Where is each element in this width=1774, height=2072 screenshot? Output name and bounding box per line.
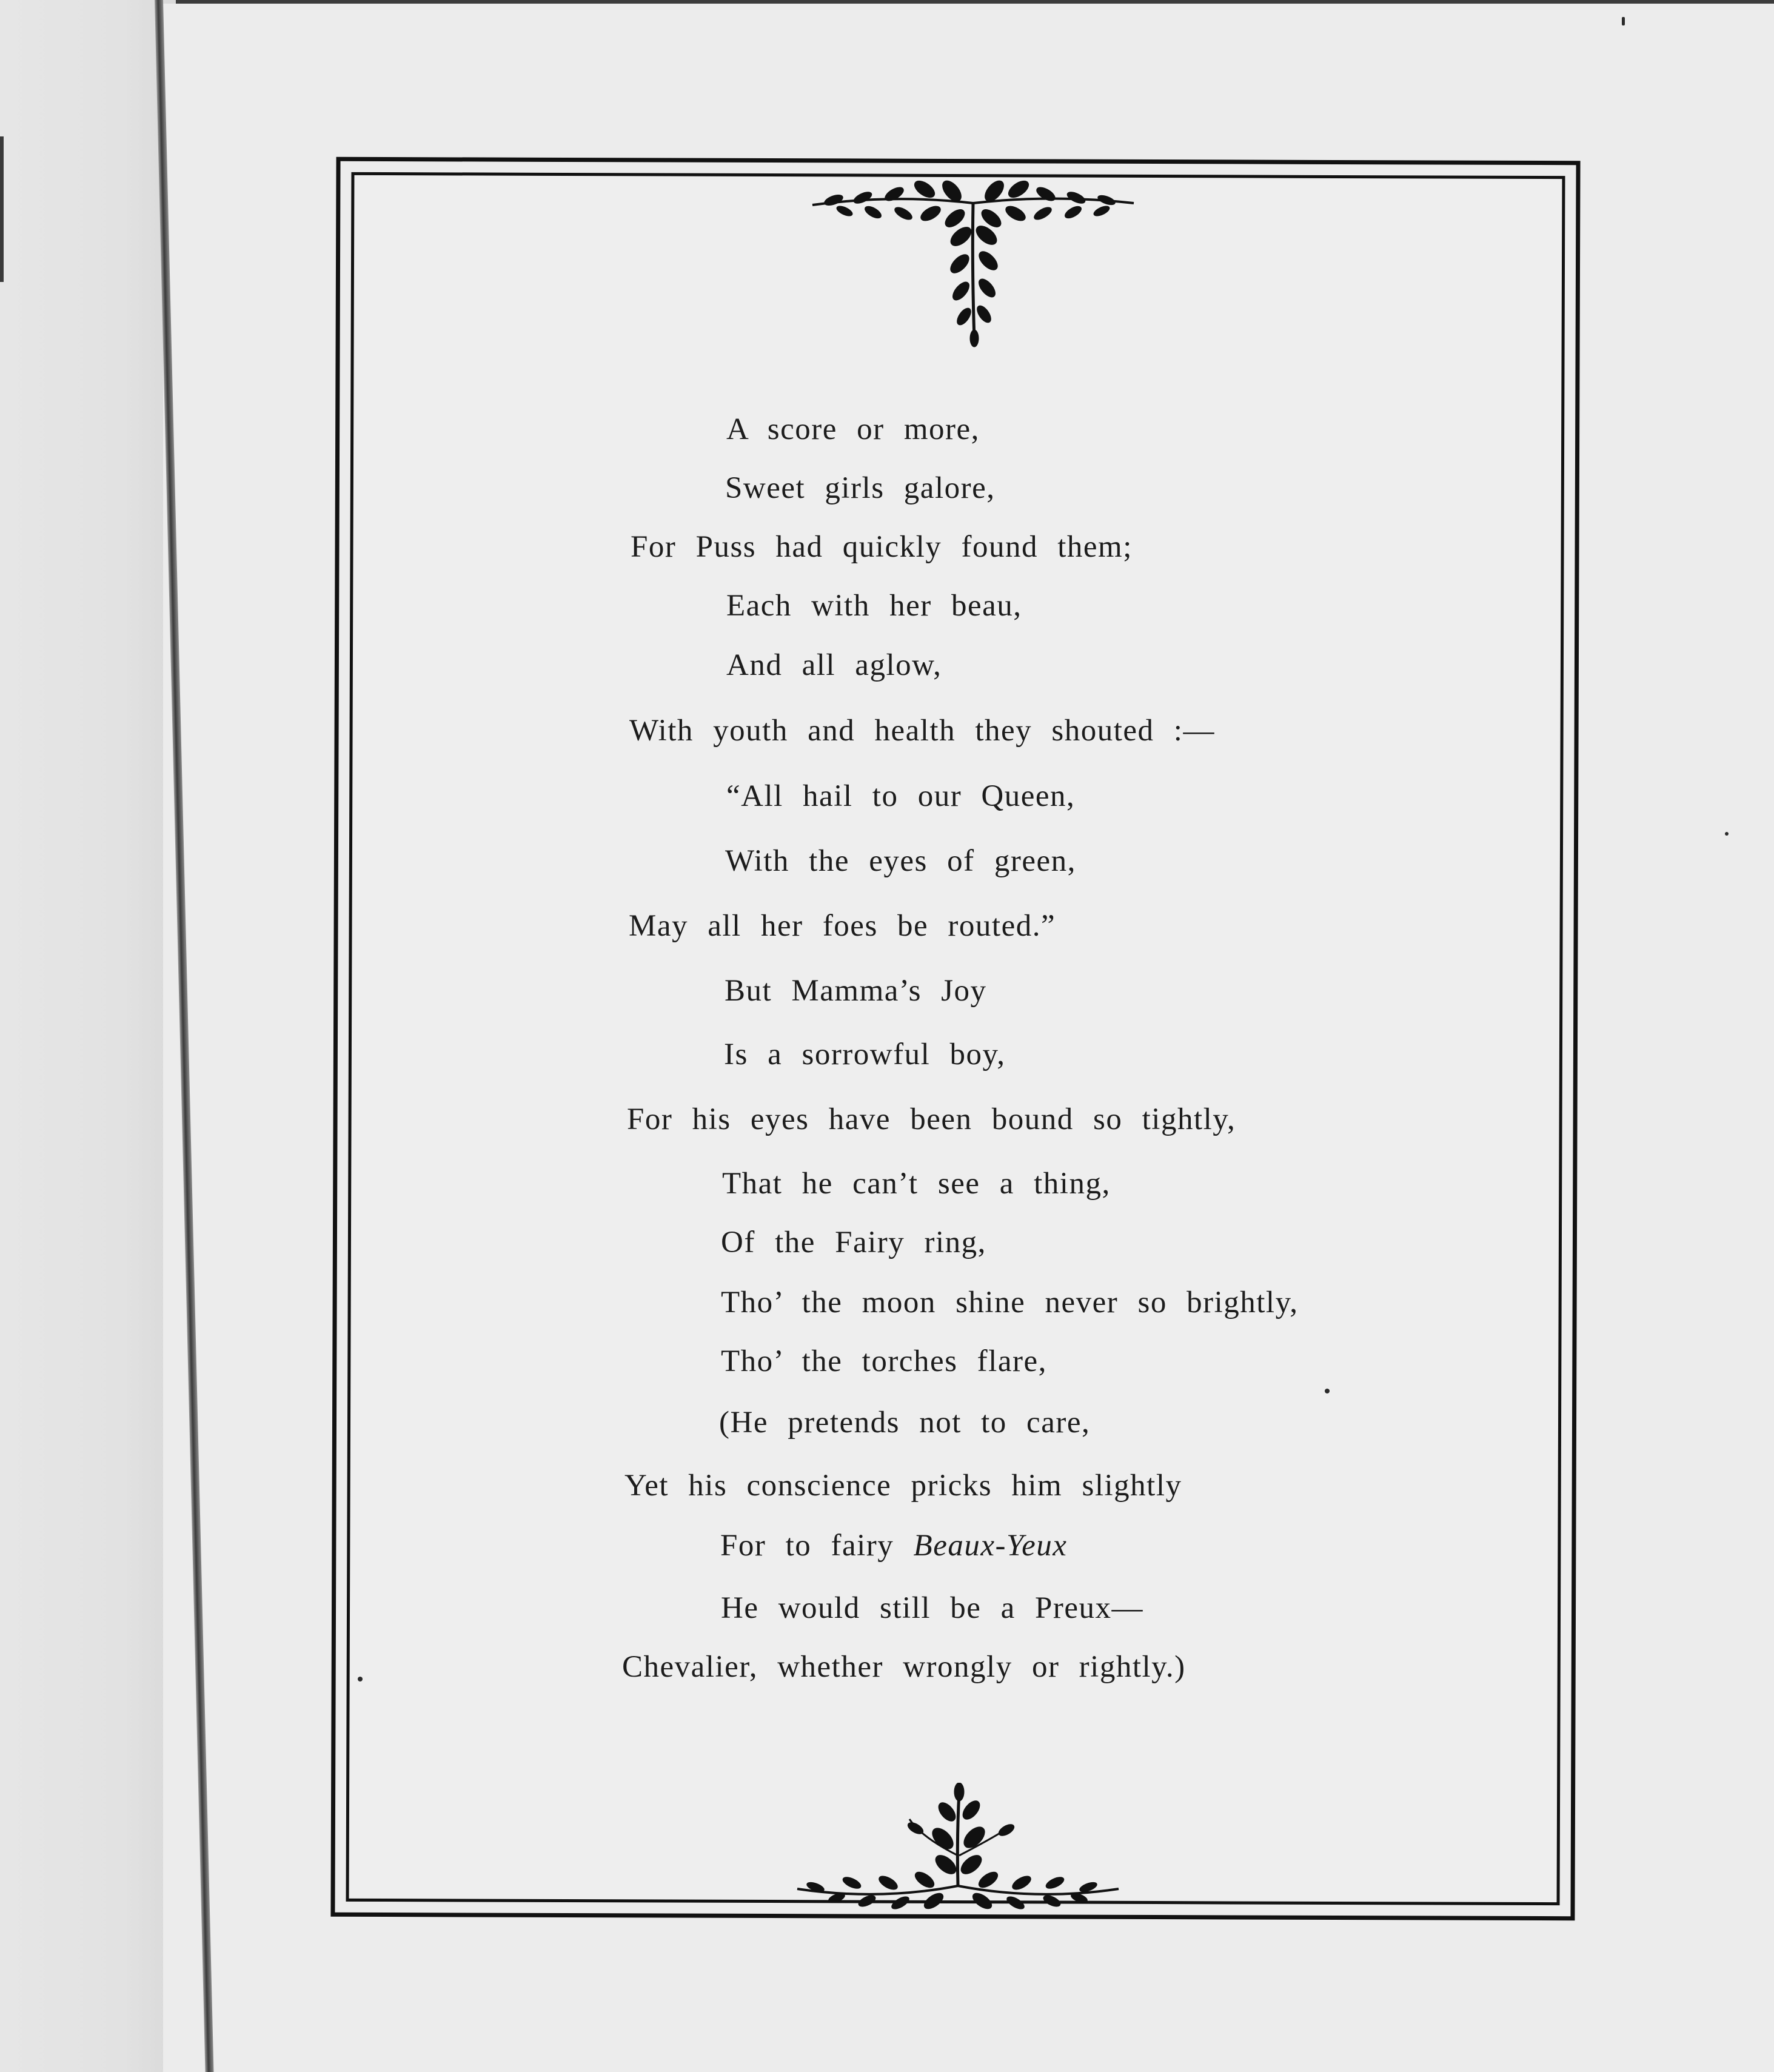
poem-line: (He pretends not to care, [719,1406,1091,1440]
poem-line: A score or more, [726,412,980,446]
poem-line: Yet his conscience pricks him slightly [624,1469,1182,1503]
poem-line-text: For to fairy [720,1529,894,1563]
poem-line: May all her foes be routed.” [629,909,1056,943]
poem-line: Is a sorrowful boy, [724,1038,1006,1071]
poem-line: With youth and health they shouted :— [629,714,1215,748]
poem-line: Each with her beau, [726,589,1022,623]
scan-speck [1725,832,1729,836]
poem-line: Tho’ the moon shine never so brightly, [721,1286,1299,1319]
poem-line: That he can’t see a thing, [722,1167,1111,1201]
italic-phrase: Beaux-Yeux [913,1529,1068,1563]
scan-speck [1622,17,1625,25]
poem-line: And all aglow, [726,648,942,682]
poem-line: But Mamma’s Joy [725,974,987,1008]
poem-line: “All hail to our Queen, [726,779,1076,813]
poem-line: With the eyes of green, [725,844,1076,878]
scan-speck [1325,1389,1330,1393]
poem-line: He would still be a Preux— [721,1591,1143,1625]
poem-line: For Puss had quickly found them; [631,530,1133,564]
poem-line: Sweet girls galore, [725,471,996,505]
poem-line: Tho’ the torches flare, [721,1344,1047,1378]
poem-line: Chevalier, whether wrongly or rightly.) [622,1650,1186,1684]
poem-line: Of the Fairy ring, [721,1225,986,1259]
poem-line [720,1531,1067,1561]
scan-speck [358,1677,363,1681]
poem-line: For his eyes have been bound so tightly, [627,1102,1236,1136]
